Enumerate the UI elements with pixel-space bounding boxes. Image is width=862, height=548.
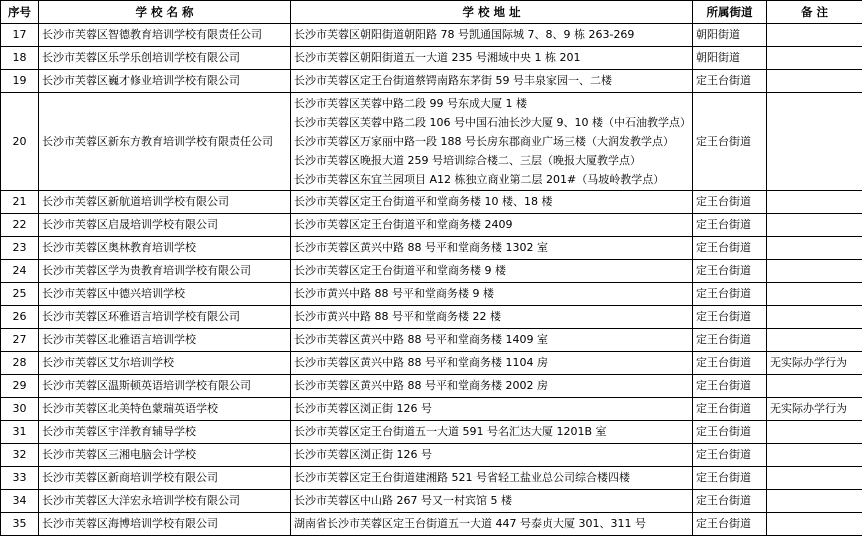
address-line: 长沙市芙蓉区定王台街道建湘路 521 号省轻工盐业总公司综合楼四楼 <box>294 471 630 484</box>
header-school-address: 学 校 地 址 <box>291 1 693 24</box>
table-row <box>1 467 862 490</box>
row-note <box>767 375 862 398</box>
row-school-address <box>291 329 693 352</box>
row-seq: 26 <box>1 306 39 329</box>
row-note <box>767 214 862 237</box>
row-seq: 18 <box>1 47 39 70</box>
row-school-name: 长沙市芙蓉区新商培训学校有限公司 <box>39 467 291 490</box>
row-note <box>767 329 862 352</box>
row-seq: 22 <box>1 214 39 237</box>
address-line: 长沙市芙蓉区黄兴中路 88 号平和堂商务楼 1104 房 <box>294 356 548 369</box>
row-seq: 20 <box>1 93 39 191</box>
row-school-address <box>291 352 693 375</box>
row-school-address <box>291 47 693 70</box>
table-row <box>1 237 862 260</box>
row-note: 无实际办学行为 <box>767 398 862 421</box>
row-school-address <box>291 283 693 306</box>
row-school-name: 长沙市芙蓉区学为贵教育培训学校有限公司 <box>39 260 291 283</box>
row-seq: 23 <box>1 237 39 260</box>
row-note <box>767 444 862 467</box>
address-line: 长沙市芙蓉区定王台街道平和堂商务楼 2409 <box>294 218 513 231</box>
row-seq: 27 <box>1 329 39 352</box>
table-row <box>1 306 862 329</box>
address-line: 长沙市芙蓉区朝阳街道朝阳路 78 号凯通国际城 7、8、9 栋 263-269 <box>294 28 635 41</box>
row-street: 定王台街道 <box>693 260 767 283</box>
address-line: 长沙市芙蓉区定王台街道平和堂商务楼 9 楼 <box>294 264 506 277</box>
row-note <box>767 70 862 93</box>
row-seq: 29 <box>1 375 39 398</box>
table-row <box>1 47 862 70</box>
row-note <box>767 421 862 444</box>
row-school-name: 长沙市芙蓉区艾尔培训学校 <box>39 352 291 375</box>
row-school-name: 长沙市芙蓉区巍才修业培训学校有限公司 <box>39 70 291 93</box>
row-street: 朝阳街道 <box>693 24 767 47</box>
row-seq: 17 <box>1 24 39 47</box>
row-school-address <box>291 490 693 513</box>
row-school-name: 长沙市芙蓉区海博培训学校有限公司 <box>39 513 291 536</box>
row-note <box>767 24 862 47</box>
row-school-name: 长沙市芙蓉区新航道培训学校有限公司 <box>39 191 291 214</box>
row-school-name: 长沙市芙蓉区北雅语言培训学校 <box>39 329 291 352</box>
address-line: 长沙市芙蓉区黄兴中路 88 号平和堂商务楼 1409 室 <box>294 333 548 346</box>
row-school-address <box>291 444 693 467</box>
row-school-name: 长沙市芙蓉区大洋宏永培训学校有限公司 <box>39 490 291 513</box>
row-school-address <box>291 191 693 214</box>
address-line: 长沙市芙蓉区黄兴中路 88 号平和堂商务楼 2002 房 <box>294 379 548 392</box>
row-school-address <box>291 306 693 329</box>
row-school-name: 长沙市芙蓉区北美特色蒙瑞英语学校 <box>39 398 291 421</box>
row-school-name: 长沙市芙蓉区中德兴培训学校 <box>39 283 291 306</box>
address-line: 长沙市芙蓉区东宜兰园项目 A12 栋独立商业第二层 201#（马坡岭教学点） <box>294 173 665 186</box>
row-note <box>767 191 862 214</box>
address-line: 长沙市芙蓉区万家丽中路一段 188 号长房东郡商业广场三楼（大润发教学点） <box>294 135 674 148</box>
address-line: 长沙市黄兴中路 88 号平和堂商务楼 9 楼 <box>294 287 494 300</box>
row-school-address <box>291 398 693 421</box>
row-school-name: 长沙市芙蓉区环雅语言培训学校有限公司 <box>39 306 291 329</box>
address-line: 长沙市芙蓉区中山路 267 号又一村宾馆 5 楼 <box>294 494 512 507</box>
row-school-address <box>291 467 693 490</box>
row-seq: 30 <box>1 398 39 421</box>
address-line: 长沙市黄兴中路 88 号平和堂商务楼 22 楼 <box>294 310 501 323</box>
table-row <box>1 375 862 398</box>
row-school-address <box>291 375 693 398</box>
address-line: 长沙市芙蓉区黄兴中路 88 号平和堂商务楼 1302 室 <box>294 241 548 254</box>
row-street: 定王台街道 <box>693 237 767 260</box>
address-line: 长沙市芙蓉区芙蓉中路二段 106 号中国石油长沙大厦 9、10 楼（中石油教学点） <box>294 116 691 129</box>
row-seq: 32 <box>1 444 39 467</box>
row-note: 无实际办学行为 <box>767 352 862 375</box>
row-note <box>767 467 862 490</box>
row-seq: 21 <box>1 191 39 214</box>
row-note <box>767 490 862 513</box>
row-school-address <box>291 421 693 444</box>
header-school-name: 学 校 名 称 <box>39 1 291 24</box>
row-school-address <box>291 93 693 191</box>
row-school-address <box>291 513 693 536</box>
header-seq: 序号 <box>1 1 39 24</box>
row-street: 定王台街道 <box>693 191 767 214</box>
table-row <box>1 444 862 467</box>
row-school-address <box>291 24 693 47</box>
row-school-name: 长沙市芙蓉区宇洋教育辅导学校 <box>39 421 291 444</box>
row-street: 定王台街道 <box>693 306 767 329</box>
row-note <box>767 513 862 536</box>
table-row <box>1 421 862 444</box>
table-header-row <box>1 1 862 24</box>
address-line: 长沙市芙蓉区定王台街道五一大道 591 号名汇达大厦 1201B 室 <box>294 425 607 438</box>
row-school-name: 长沙市芙蓉区温斯顿英语培训学校有限公司 <box>39 375 291 398</box>
row-school-name: 长沙市芙蓉区奥林教育培训学校 <box>39 237 291 260</box>
row-school-address <box>291 214 693 237</box>
row-school-name: 长沙市芙蓉区新东方教育培训学校有限责任公司 <box>39 93 291 191</box>
address-line: 长沙市芙蓉区芙蓉中路二段 99 号东成大厦 1 楼 <box>294 97 527 110</box>
row-street: 定王台街道 <box>693 214 767 237</box>
row-note <box>767 260 862 283</box>
row-street: 定王台街道 <box>693 352 767 375</box>
row-street: 定王台街道 <box>693 93 767 191</box>
row-street: 定王台街道 <box>693 421 767 444</box>
table-row <box>1 352 862 375</box>
row-school-address <box>291 260 693 283</box>
row-seq: 35 <box>1 513 39 536</box>
table-row <box>1 24 862 47</box>
row-street: 定王台街道 <box>693 398 767 421</box>
row-street: 定王台街道 <box>693 444 767 467</box>
row-seq: 34 <box>1 490 39 513</box>
address-line: 长沙市芙蓉区浏正街 126 号 <box>294 448 432 461</box>
row-note <box>767 47 862 70</box>
table-row <box>1 398 862 421</box>
address-line: 湖南省长沙市芙蓉区定王台街道五一大道 447 号泰贞大厦 301、311 号 <box>294 517 646 530</box>
row-school-address <box>291 70 693 93</box>
address-line: 长沙市芙蓉区晚报大道 259 号培训综合楼二、三层（晚报大厦教学点） <box>294 154 641 167</box>
row-seq: 31 <box>1 421 39 444</box>
row-street: 定王台街道 <box>693 283 767 306</box>
row-note <box>767 93 862 191</box>
row-school-name: 长沙市芙蓉区三湘电脑会计学校 <box>39 444 291 467</box>
row-seq: 28 <box>1 352 39 375</box>
address-line: 长沙市芙蓉区朝阳街道五一大道 235 号湘域中央 1 栋 201 <box>294 51 581 64</box>
table-row <box>1 329 862 352</box>
row-street: 定王台街道 <box>693 513 767 536</box>
table-row <box>1 191 862 214</box>
row-street: 定王台街道 <box>693 467 767 490</box>
row-school-name: 长沙市芙蓉区启晟培训学校有限公司 <box>39 214 291 237</box>
row-school-name: 长沙市芙蓉区乐学乐创培训学校有限公司 <box>39 47 291 70</box>
row-street: 定王台街道 <box>693 70 767 93</box>
row-street: 定王台街道 <box>693 329 767 352</box>
row-note <box>767 237 862 260</box>
table-row <box>1 70 862 93</box>
address-line: 长沙市芙蓉区定王台街道蔡锷南路东茅街 59 号丰泉家园一、二楼 <box>294 74 612 87</box>
address-line: 长沙市芙蓉区浏正街 126 号 <box>294 402 432 415</box>
row-street: 朝阳街道 <box>693 47 767 70</box>
row-seq: 24 <box>1 260 39 283</box>
table-row <box>1 513 862 536</box>
row-seq: 33 <box>1 467 39 490</box>
table-row <box>1 490 862 513</box>
row-street: 定王台街道 <box>693 490 767 513</box>
row-seq: 19 <box>1 70 39 93</box>
row-street: 定王台街道 <box>693 375 767 398</box>
row-note <box>767 283 862 306</box>
row-school-address <box>291 237 693 260</box>
table-row <box>1 214 862 237</box>
row-note <box>767 306 862 329</box>
header-street: 所属街道 <box>693 1 767 24</box>
table-row <box>1 93 862 191</box>
row-seq: 25 <box>1 283 39 306</box>
table-row <box>1 260 862 283</box>
table-body <box>1 24 862 536</box>
row-school-name: 长沙市芙蓉区智德教育培训学校有限责任公司 <box>39 24 291 47</box>
header-note: 备 注 <box>767 1 862 24</box>
table-row <box>1 283 862 306</box>
address-line: 长沙市芙蓉区定王台街道平和堂商务楼 10 楼、18 楼 <box>294 195 553 208</box>
